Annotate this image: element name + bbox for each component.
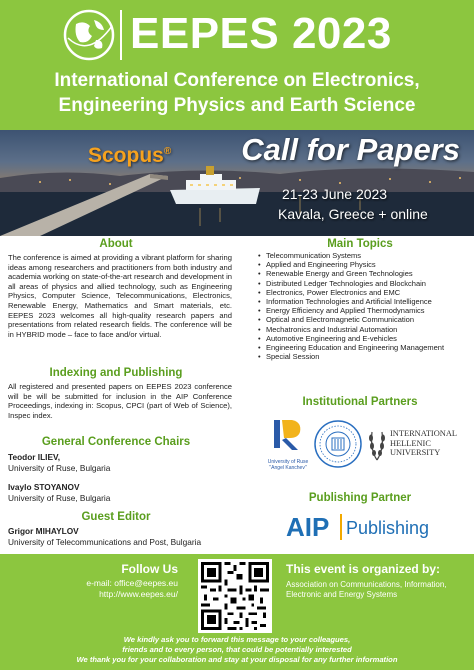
subtitle-line-1: International Conference on Electronics, [54,70,420,91]
globe-logo-icon [62,8,116,62]
institutional-partners-heading: Institutional Partners [302,396,418,408]
about-heading: About [99,238,133,250]
logo-divider [120,10,122,60]
chairs-heading: General Conference Chairs [41,436,191,448]
guest-editor [8,526,201,547]
publishing-partner-heading: Publishing Partner [308,492,412,504]
chair-1 [8,452,110,473]
indexing-text: All registered and presented papers on EEPES 2023 conference will be will be submitted for inclusion in the AIP Conference Proceedings, indexing in: Scopus, CPCI (part of Web of Science), Inspec index. [8,382,232,420]
forward-note-line-2: friends and to every person, that could be potentially interested [122,645,352,654]
chair-2 [8,482,110,503]
ihu-name-line-3: UNIVERSITY [390,448,441,458]
scopus-registered-mark: ® [163,146,172,157]
guest-editor-name: Grigor MIHAYLOV [8,526,79,536]
indexing-heading: Indexing and Publishing [49,367,183,379]
topic-item: • Applied and Engineering Physics [258,260,472,269]
topic-item: • Distributed Ledger Technologies and Blockchain [258,279,472,288]
organizer-name: Association on Communications, Information, Electronic and Energy Systems [286,580,447,599]
ruse-name-line-1: University of Ruse [267,459,309,465]
topic-item: • Information Technologies and Artificial Intelligence [258,297,472,306]
call-for-papers-heading: Call for Papers [241,132,460,167]
ruse-name-line-2: "Angel Kanchev" [269,465,307,471]
topic-item: • Energy Efficiency and Applied Thermodynamics [258,306,472,315]
conference-title: EEPES 2023 [130,9,392,58]
publishing-wordmark: Publishing [346,518,430,538]
main-topics-heading: Main Topics [327,238,393,250]
ruse-name [262,459,314,471]
guest-editor-affiliation: University of Telecommunications and Post, Bulgaria [8,536,202,547]
topic-item: • Renewable Energy and Green Technologies [258,269,472,278]
international-hellenic-university-logo [366,426,472,464]
chair-1-name: Teodor ILIEV, [8,452,61,462]
university-of-ruse-logo [262,416,314,474]
aip-publishing-logo [286,512,446,542]
university-seal-icon [314,420,362,468]
chair-2-affiliation: University of Ruse, Bulgaria [8,492,111,503]
chair-2-name: Ivaylo STOYANOV [8,482,80,492]
ihu-name-line-2: HELLENIC [390,438,431,448]
harbor-photo-banner [0,130,474,236]
footer-band [0,554,474,670]
topic-item: • Telecommunication Systems [258,251,472,260]
about-text: The conference is aimed at providing a vibrant platform for sharing ideas among researchers and practitioners from both industry and academia working on state-of-the-art research and development in all areas of physics and allied technology, such as Engineering Physics, Computer Science, Telecommunications, Electronics, Renewable Energy, Mathematics and Smart materials, etc. EEPES 2023 welcomes all high-quality research papers and presentations from related research fields. The conference will be in HYBRID mode – face to face and/or virtual. [8,253,232,339]
laurel-icon [366,426,388,462]
guest-editor-heading: Guest Editor [81,511,151,523]
website-link[interactable]: http://www.eepes.eu/ [99,589,178,599]
topic-item: • Special Session [258,352,472,361]
contact-email[interactable]: e-mail: office@eepes.eu [86,578,178,588]
topic-item: • Optical and Electromagnetic Communication [258,315,472,324]
forward-note-line-3: We thank you for your collaboration and stay at your disposal for any further information [76,655,398,664]
organizer-heading: This event is organized by: [286,562,441,576]
scopus-label: Scopus [88,144,164,167]
chair-1-affiliation: University of Ruse, Bulgaria [8,462,111,473]
header-band [0,0,474,130]
ruse-emblem-icon [262,416,314,454]
conference-subtitle [0,68,474,118]
qr-code-icon[interactable] [198,559,272,633]
topic-item: • Mechatronics and Industrial Automation [258,325,472,334]
aip-wordmark: AIP [286,512,330,542]
topic-item: • Automotive Engineering and E-vehicles [258,334,472,343]
ihu-name [390,429,457,458]
ihu-name-line-1: INTERNATIONAL [390,429,457,438]
follow-us-heading: Follow Us [121,562,178,576]
topic-item: • Electronics, Power Electronics and EMC [258,288,472,297]
event-date: 21-23 June 2023 [282,186,388,202]
topics-list [258,251,472,361]
forward-note-line-1: We kindly ask you to forward this message to your colleagues, [123,635,351,644]
aip-divider [340,514,342,540]
event-location: Kavala, Greece + online [278,206,428,222]
scopus-badge [88,144,171,168]
topic-item: • Engineering Education and Engineering Management [258,343,472,352]
subtitle-line-2: Engineering Physics and Earth Science [58,95,416,116]
